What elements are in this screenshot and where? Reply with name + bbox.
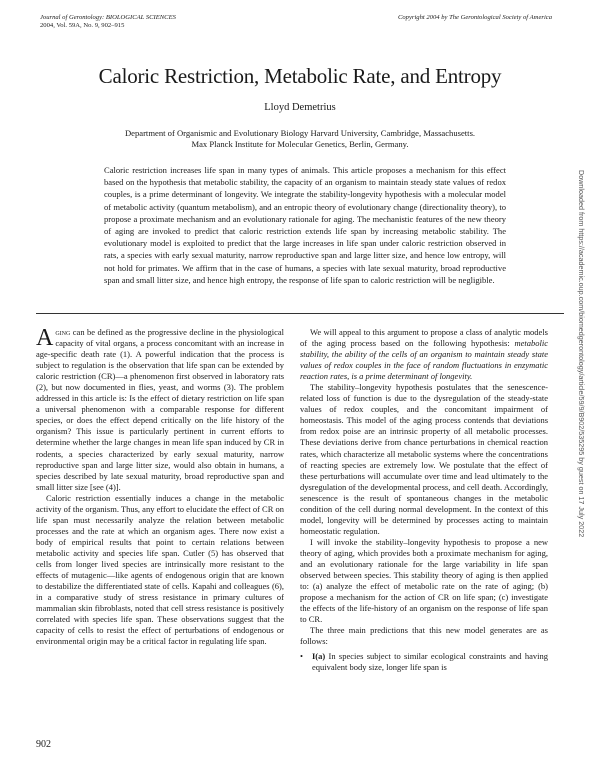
drop-cap: A xyxy=(36,325,54,351)
abstract: Caloric restriction increases life span in many types of animals. This article proposes a mechanism for this effect based on the hypothesis that metabolic stability, the capacity of an organism to maintain steady state values of redox couples, is a prime determinant of longevity. We integrate the stability-longevity hypothesis with a molecular model of metabolic activity (quantum metabolism), and an entropic theory of evolutionary change (directionality theory), to propose a proximate mechanism and an evolutionary rationale for aging. The mechanistic features of the new theory of aging are invoked to predict that caloric restriction extends life span by increasing metabolic stability. The evolutionary model is exploited to predict that the large increases in life span under caloric restriction observed in rats, a species with early sexual maturity, narrow reproductive span and large litter size, and hence low entropy, will not hold for primates. We affirm that in the case of humans, a species with late sexual maturity, broad reproductive span and small litter size, and hence high entropy, the response of life span to caloric restriction will be negligible. xyxy=(104,165,506,285)
article-title: Caloric Restriction, Metabolic Rate, and Entropy xyxy=(98,64,502,88)
body-paragraph: Caloric restriction essentially induces a change in the metabolic activity of the organism. Thus, any effort to elucidate the effect of CR on life span must necessarily analyze the relation between metabolic processes and the rate at which an organism ages. There now exist a body of empirical results that point to certain relations between metabolic activity and species life span. Cutler (5) has observed that cells from longer lived species are intrinsically more resistant to the effects of mutagenic—like agents of endogenous origin that are known to destabilize the differentiated state of cells. Kapahi and colleagues (6), in a comparative study of stress resistance in primary cultures of mammalian skin fibroblasts, noted that cell stress resistance is positively correlated with species life span. These observations suggest that the capacity of cells to resist the effect of perturbations of endogenous or environmental origin may be a critical factor in regulating life span. xyxy=(36,492,284,647)
download-watermark xyxy=(577,170,594,610)
prediction-body: In species subject to similar ecological constraints and having equivalent body size, longer life span is xyxy=(312,651,548,673)
opening-word: ging xyxy=(55,327,71,337)
paragraph-text: can be defined as the progressive decline in the physiological capacity of vital organs, a process concomitant with an increase in age-specific death rate (1). A powerful indication that the process is subject to regulation is the observation that life span can be extended by caloric restriction (CR)—a phenomenon first observed in laboratory rats (2), but now documented in flies, yeast, and worms (3). The problem addressed in this article is: Is the effect of dietary restriction on life span a universal phenomenon with a comparable response for different species, or does the effect depend critically on the life history of the organism? This issue is particularly pertinent in current efforts to determine whether the large changes in mean life span induced by CR in rodents, a species characterized by early sexual maturity, narrow reproductive span and large litter size, would also obtain in humans, a species described by late sexual maturity, broad reproductive span and small litter size [see (4)]. xyxy=(36,327,284,492)
journal-name: Journal of Gerontology: BIOLOGICAL SCIENCES xyxy=(40,14,176,21)
body-paragraph: The stability–longevity hypothesis postulates that the senescence-related loss of function is due to the dysregulation of the steady-state values of redox couples, and the concomitant impairment of homeostasis. This model of the aging process contends that deviations from redox poise are an intrinsic property of all metabolic processes. These deviations derive from chance perturbations in chemical reaction rates, which characterize all metabolic systems where the concentrations of reacting species are extremely low. We postulate that the effect of these perturbations will accumulate over time and lead ultimately to the dysregulation of the developmental process, and cell death. Accordingly, senescence is the result of spontaneous changes in the metabolic condition of the cell during normal development. In the context of this model, longevity will be determined by processes acting to maintain homeostatic regulation. xyxy=(300,382,548,536)
body-paragraph: I will invoke the stability–longevity hypothesis to propose a new theory of aging, which provides both a proximate mechanism for aging, and an evolutionary rationale for the large variability in life span observed between species. This stability theory of aging is then applied to: (a) analyze the effect of metabolic rate on the rate of aging; (b) propose a mechanism for the action of CR on life span; (c) investigate the effects of the life-history of an organism on the response of life span to CR. xyxy=(300,536,548,625)
paragraph-text: We will appeal to this argument to propose a class of analytic models of the aging process based on the following hypothesis: xyxy=(300,327,548,349)
copyright-notice: Copyright 2004 by The Gerontological Society of America xyxy=(397,14,552,21)
hypothesis-statement: metabolic stability, the ability of the cells of an organism to maintain steady state values of redox couples in the face of random fluctuations in enzymatic reaction rates, is a prime determinant of longevity. xyxy=(300,338,548,382)
body-paragraph xyxy=(36,327,284,493)
prediction-text xyxy=(312,651,548,673)
prediction-item xyxy=(300,651,548,673)
section-divider xyxy=(36,313,564,314)
left-column xyxy=(36,327,284,647)
affiliations xyxy=(0,128,600,150)
body-paragraph xyxy=(300,327,548,382)
affiliation-2: Max Planck Institute for Molecular Genetics, Berlin, Germany. xyxy=(191,139,409,149)
prediction-label: I(a) xyxy=(312,651,326,662)
bullet-icon: • xyxy=(300,651,303,662)
download-notice-text: Downloaded from https://academic.oup.com/biomedgerontology/article/59/9/B902/535295 by guest on 17 July 2022 xyxy=(577,170,586,538)
right-column xyxy=(300,327,548,673)
page-number: 902 xyxy=(36,739,51,750)
running-header-journal xyxy=(40,14,176,30)
author-name: Lloyd Demetrius xyxy=(264,102,336,113)
affiliation-1: Department of Organismic and Evolutionary Biology Harvard University, Cambridge, Massachusetts. xyxy=(124,128,476,138)
journal-volume: 2004, Vol. 59A, No. 9, 902–915 xyxy=(40,22,125,29)
body-paragraph: The three main predictions that this new model generates are as follows: xyxy=(300,625,548,647)
